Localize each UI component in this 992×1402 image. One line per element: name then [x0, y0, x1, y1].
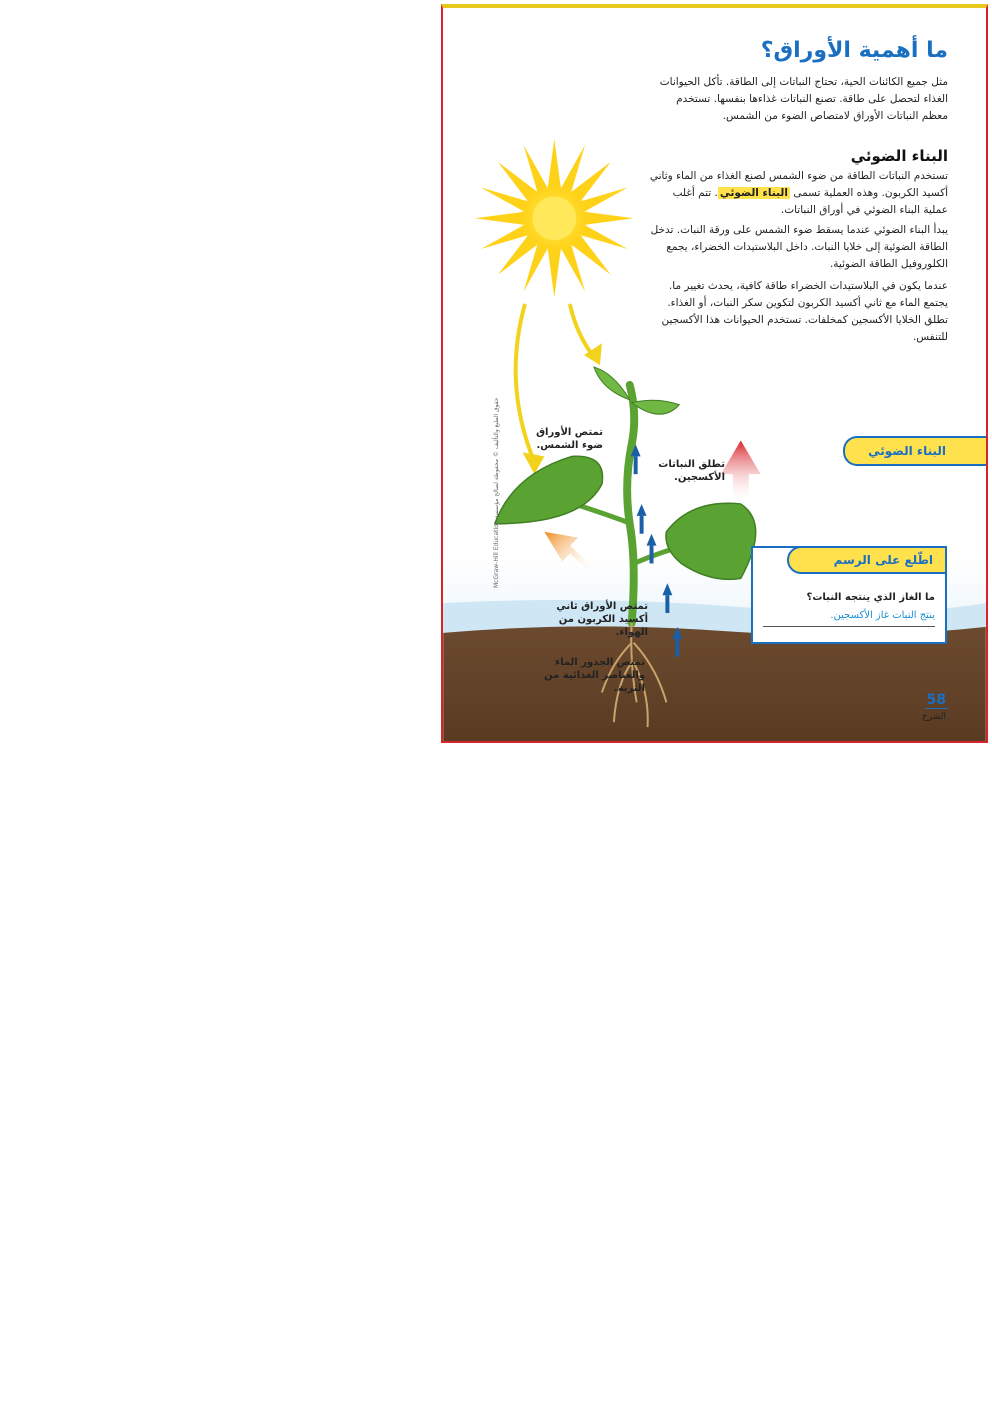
copyright-credit: حقوق الطبع والتأليف © محفوظة لصالح مؤسسة McGraw-Hill Education: [493, 397, 500, 588]
section-heading: البناء الضوئي: [850, 147, 948, 165]
sun-icon: [475, 139, 634, 298]
page-title: ما أهمية الأوراق؟: [760, 38, 948, 63]
page-number: 58: [926, 692, 946, 708]
page-section-label: الشرح: [921, 712, 946, 722]
caption-leaves-absorb-co2: تمتص الأوراق ثاني أكسيد الكربون من الهواء.: [556, 601, 648, 638]
tab-photosynthesis[interactable]: البناء الضوئي: [843, 436, 986, 466]
callout-answer: ينتج النبات غاز الأكسجين.: [830, 610, 935, 621]
paragraph-light-energy: يبدأ البناء الضوئي عندما يسقط ضوء الشمس على ورقة النبات. تدخل الطاقة الضوئية إلى خلايا النبات. داخل البلاستيدات الخضراء، يجمع الكلوروفيل الطاقة الضوئية.: [650, 224, 948, 270]
caption-leaves-absorb-sunlight: تمتص الأوراق ضوء الشمس.: [536, 427, 603, 451]
intro-paragraph: مثل جميع الكائنات الحية، تحتاج النباتات إلى الطاقة. تأكل الحيوانات الغذاء لتحصل على طاقة. تصنع النباتات غذاءها بنفسها. تستخدم معظم النباتات الأوراق لامتصاص الضوء من الشمس.: [659, 76, 948, 122]
callout-title: اطّلع على الرسم: [787, 546, 947, 574]
textbook-page: [441, 4, 988, 743]
paragraph-text: تستخدم النباتات الطاقة من ضوء الشمس لصنع الغذاء من الماء وثاني أكسيد الكربون. وهذه العملية تسمى: [649, 170, 948, 199]
paragraph-photosynthesis-definition: [648, 168, 948, 219]
paragraph-text: . تتم أغلب عملية البناء الضوئي في أوراق النباتات.: [672, 187, 948, 216]
highlighted-term: البناء الضوئي: [719, 187, 788, 199]
answer-line: [763, 626, 935, 627]
callout-question: ما الغاز الذي ينتجه النبات؟: [806, 592, 935, 603]
diagram-callout-box: [751, 546, 947, 644]
paragraph-oxygen-release: عندما يكون في البلاستيدات الخضراء طاقة كافية، يحدث تغيير ما. يجتمع الماء مع ثاني أكسيد الكربون لتكوين سكر النبات، أو الغذاء. تطلق الخلايا الأكسجين كمخلفات. تستخدم الحيوانات هذا الأكسجين للتنفس.: [661, 280, 948, 343]
caption-roots-absorb-water: تمتص الجذور الماء والعناصر الغذائية من التربة.: [544, 657, 645, 694]
caption-plants-release-oxygen: تطلق النباتات الأكسجين.: [658, 459, 725, 483]
